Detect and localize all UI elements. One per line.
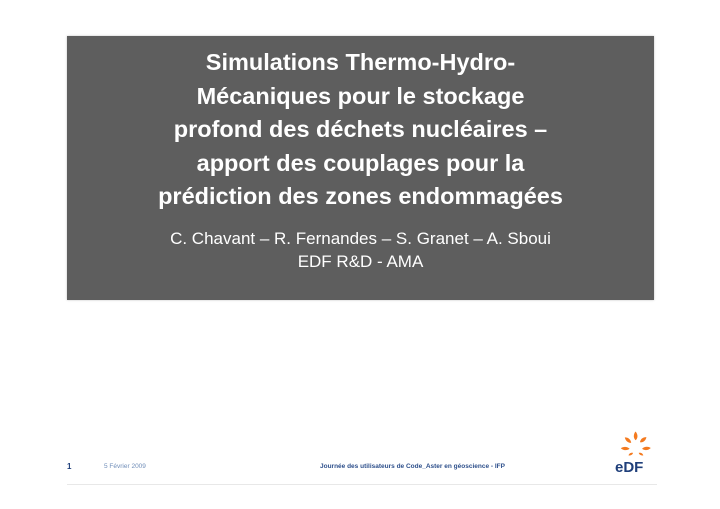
edf-sunburst	[621, 432, 651, 456]
authors-line: C. Chavant – R. Fernandes – S. Granet – A. Sboui	[170, 229, 551, 248]
authors-block	[67, 227, 654, 273]
slide-title-line-2: Mécaniques pour le stockage	[196, 82, 525, 109]
slide-title-line-5: prédiction des zones endommagées	[158, 183, 563, 209]
footer-event: Journée des utilisateurs de Code_Aster en géoscience - IFP	[320, 463, 505, 470]
slide-title-line-3: profond des déchets nucléaires –	[173, 116, 548, 142]
title-panel	[67, 36, 654, 300]
edf-logo-text: eDF	[615, 459, 644, 474]
footer-divider	[67, 484, 657, 485]
slide-title-line-1: Simulations Thermo-Hydro-	[205, 49, 516, 75]
page-number: 1	[67, 462, 72, 471]
edf-wordmark	[615, 459, 643, 474]
slide-title	[67, 46, 654, 214]
affiliation-line: EDF R&D - AMA	[297, 252, 424, 271]
edf-logo-icon	[613, 428, 659, 474]
footer-date: 5 Février 2009	[104, 463, 146, 470]
edf-logo-graphic	[613, 428, 659, 474]
slide-title-line-4: apport des couplages pour la	[196, 149, 525, 176]
slide-footer	[0, 455, 720, 489]
